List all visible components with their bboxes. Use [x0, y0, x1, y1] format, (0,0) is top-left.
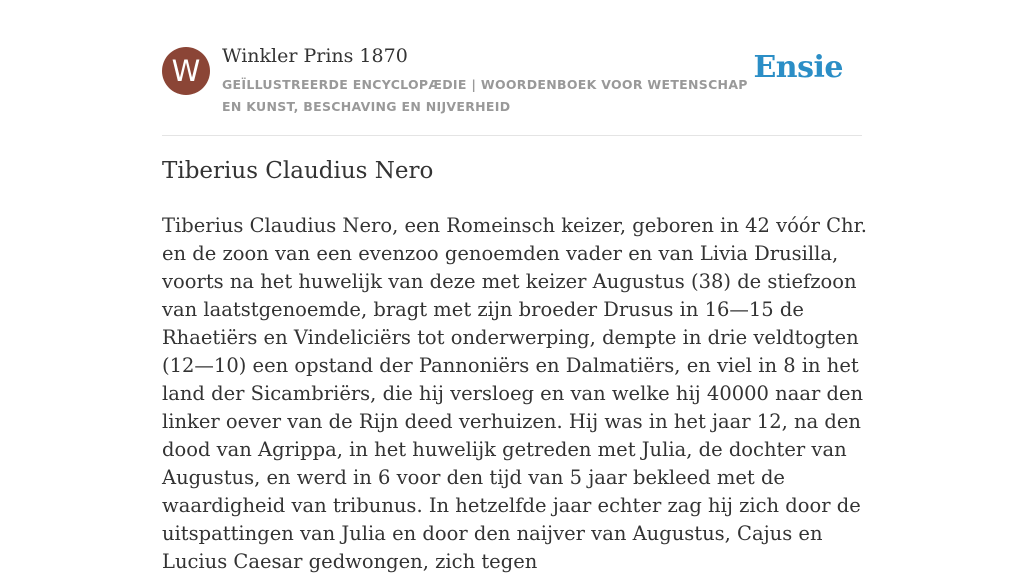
- entry-title: Tiberius Claudius Nero: [162, 158, 434, 184]
- avatar[interactable]: W: [162, 47, 210, 95]
- source-subtitle: GEÏLLUSTREERDE ENCYCLOPÆDIE | WOORDENBOEK VOOR WETENSCHAP EN KUNST, BESCHAVING EN NIJVERHEID: [222, 77, 748, 114]
- header: [162, 44, 862, 136]
- entry-body: Tiberius Claudius Nero, een Romeinsch keizer, geboren in 42 vóór Chr. en de zoon van een evenzoo genoemden vader en van Livia Drusilla, voorts na het huwelijk van deze met keizer Augustus (38) de stiefzoon van laatstgenoemde, bragt met zijn broeder Drusus in 16—15 de Rhaetiërs en Vindeliciërs tot onderwerping, dempte in drie veldtogten (12—10) een opstand der Pannoniërs en Dalmatiërs, en viel in 8 in het land der Sicambriërs, die hij versloeg en van welke hij 40000 naar den linker oever van de Rijn deed verhuizen. Hij was in het jaar 12, na den dood van Agrippa, in het huwelijk getreden met Julia, de dochter van Augustus, en werd in 6 voor den tijd van 5 jaar bekleed met de waardigheid van tribunus. In hetzelfde jaar echter zag hij zich door de uitspattingen van Julia en door den naijver van Augustus, Cajus en Lucius Caesar gedwongen, zich tegen: [162, 214, 867, 573]
- ensie-logo[interactable]: Ensie: [753, 50, 843, 85]
- source-title[interactable]: Winkler Prins 1870: [222, 45, 408, 67]
